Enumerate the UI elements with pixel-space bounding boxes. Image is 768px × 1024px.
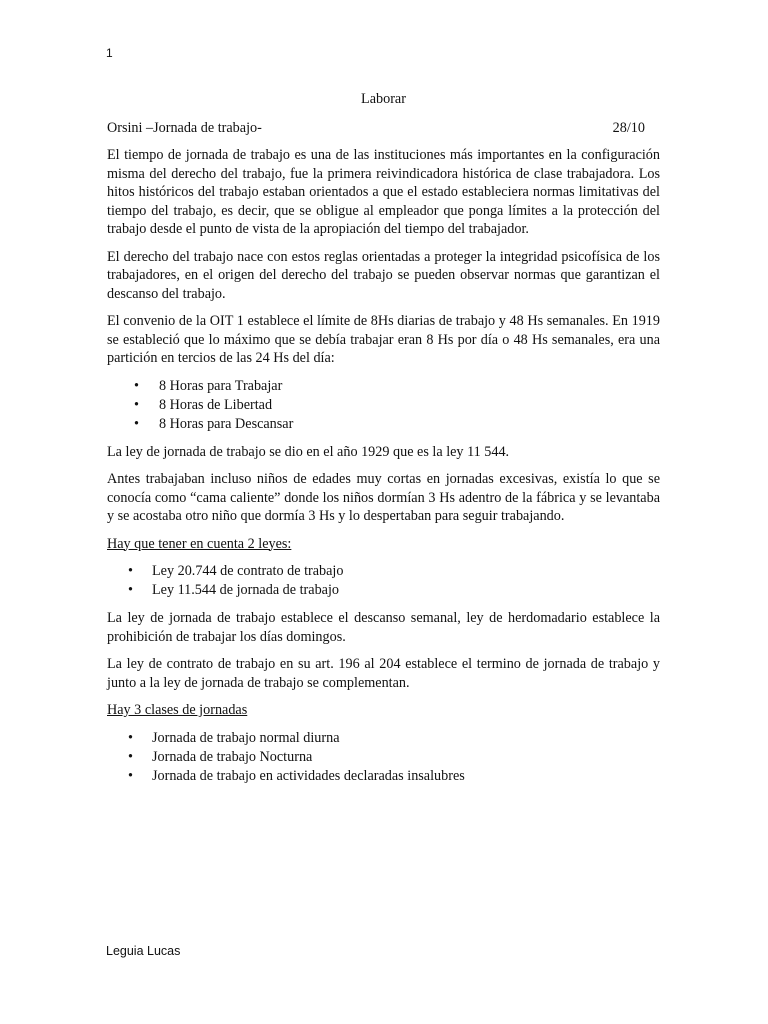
- paragraph: La ley de jornada de trabajo establece el descanso semanal, ley de herdomadario establece la prohibición de trabajar los días domingos.: [107, 610, 660, 645]
- leyes-list: [107, 562, 660, 600]
- list-item: • Jornada de trabajo en actividades declaradas insalubres: [107, 767, 660, 786]
- subject-text: Orsini –Jornada de trabajo-: [107, 119, 262, 136]
- paragraph: Antes trabajaban incluso niños de edades muy cortas en jornadas excesivas, existía lo que se conocía como “cama caliente” donde los niños dormían 3 Hs adentro de la fábrica y se levantaba y se acostaba otro niño que dormía 3 Hs y lo despertaban para seguir trabajando.: [107, 471, 660, 524]
- paragraph: La ley de jornada de trabajo se dio en el año 1929 que es la ley 11 544.: [107, 443, 510, 460]
- horas-list: [107, 377, 660, 434]
- paragraph: El derecho del trabajo nace con estos reglas orientadas a proteger la integridad psicofísica de los trabajadores, en el origen del derecho del trabajo se pueden observar normas que garantizan el descanso del trabajo.: [107, 248, 660, 302]
- list-item: • 8 Horas de Libertad: [107, 396, 660, 415]
- date-text: 28/10: [612, 119, 645, 136]
- page-number: 1: [106, 46, 113, 60]
- section-heading: Hay que tener en cuenta 2 leyes:: [107, 535, 292, 552]
- list-item: • 8 Horas para Trabajar: [107, 377, 660, 396]
- footer-author: Leguia Lucas: [106, 944, 181, 958]
- section-heading: Hay 3 clases de jornadas: [107, 702, 248, 718]
- list-item: • Jornada de trabajo normal diurna: [107, 729, 660, 748]
- subject-line: [107, 119, 660, 138]
- document-body: [107, 90, 660, 795]
- jornadas-list: [107, 729, 660, 786]
- list-item: • Ley 11.544 de jornada de trabajo: [107, 581, 660, 600]
- paragraph: La ley de contrato de trabajo en su art. 196 al 204 establece el termino de jornada de trabajo y junto a la ley de jornada de trabajo se complementan.: [107, 656, 660, 691]
- paragraph: El tiempo de jornada de trabajo es una de las instituciones más importantes en la configuración misma del derecho del trabajo, fue la primera reivindicadora histórica de clase trabajadora. Los hitos históricos del trabajo estaban orientados a que el estado estableciera normas limitativas del tiempo del trabajo, es decir, que se obligue al empleador que ponga límites a la protección del trabajo desde el punto de vista de la apropiación del tiempo del trabajador.: [107, 147, 660, 237]
- list-item: • Ley 20.744 de contrato de trabajo: [107, 562, 660, 581]
- paragraph: El convenio de la OIT 1 establece el límite de 8Hs diarias de trabajo y 48 Hs semanales. En 1919 se estableció que lo máximo que se debía trabajar eran 8 Hs por día o 48 Hs semanales, era una partición en tercios de las 24 Hs del día:: [107, 313, 660, 366]
- list-item: • Jornada de trabajo Nocturna: [107, 748, 660, 767]
- list-item: • 8 Horas para Descansar: [107, 415, 660, 434]
- document-title: Laborar: [361, 91, 406, 107]
